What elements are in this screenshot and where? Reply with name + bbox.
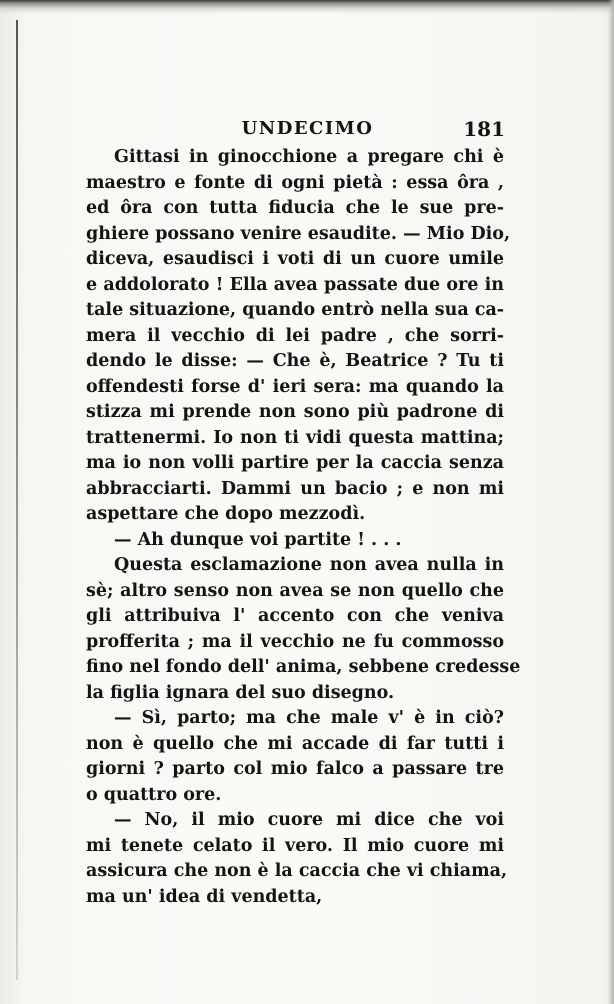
page-number: 181 bbox=[463, 117, 505, 141]
text-line: diceva, esaudisci i voti di un cuore umile bbox=[86, 249, 504, 269]
running-head: UNDECIMO bbox=[241, 118, 374, 139]
page-binding-edge bbox=[16, 20, 18, 980]
text-line: ghiere possano venire esaudite. — Mio Dio, bbox=[86, 223, 511, 244]
text-line: e addolorato ! Ella avea passate due ore in bbox=[86, 274, 504, 295]
text-line: — No, il mio cuore mi dice che voi bbox=[114, 810, 504, 830]
text-line: ed ôra con tutta fiducia che le sue pre- bbox=[86, 198, 504, 218]
text-line: offendesti forse d' ieri sera: ma quando la bbox=[86, 376, 504, 397]
body-text bbox=[86, 145, 521, 910]
text-line: non è quello che mi accade di far tutti i bbox=[86, 733, 504, 754]
text-line: sè; altro senso non avea se non quello che bbox=[86, 580, 504, 601]
text-line: o quattro ore. bbox=[86, 784, 222, 805]
page-header bbox=[110, 116, 505, 146]
text-line: — Ah dunque voi partite ! . . . bbox=[114, 529, 402, 550]
text-line: maestro e fonte di ogni pietà : essa ôra , bbox=[86, 172, 504, 193]
text-line: fino nel fondo dell' anima, sebbene credesse bbox=[86, 657, 521, 677]
text-line: profferita ; ma il vecchio ne fu commosso bbox=[86, 631, 504, 652]
text-line: trattenermi. Io non ti vidi questa mattina; bbox=[86, 427, 504, 448]
page-top-edge bbox=[0, 0, 614, 14]
text-line: Gittasi in ginocchione a pregare chi è bbox=[114, 147, 504, 167]
text-line: aspettare che dopo mezzodì. bbox=[86, 504, 366, 524]
text-line: assicura che non è la caccia che vi chiama, bbox=[86, 861, 508, 881]
text-line: gli attribuiva l' accento con che veniva bbox=[86, 606, 504, 626]
page-right-edge bbox=[608, 0, 614, 1004]
text-line: ma io non volli partire per la caccia senza bbox=[86, 453, 504, 473]
text-line: tale situazione, quando entrò nella sua ca- bbox=[86, 300, 505, 320]
text-line: mera il vecchio di lei padre , che sorri- bbox=[86, 325, 504, 346]
text-line: Questa esclamazione non avea nulla in bbox=[114, 555, 504, 575]
text-line: abbracciarti. Dammi un bacio ; e non mi bbox=[86, 478, 504, 499]
text-line: — Sì, parto; ma che male v' è in ciò? bbox=[114, 708, 504, 728]
text-line: la figlia ignara del suo disegno. bbox=[86, 682, 395, 703]
text-line: stizza mi prende non sono più padrone di bbox=[86, 402, 504, 422]
text-line: ma un' idea di vendetta, bbox=[86, 886, 323, 907]
text-line: dendo le disse: — Che è, Beatrice ? Tu ti bbox=[86, 351, 504, 371]
text-line: mi tenete celato il vero. Il mio cuore mi bbox=[86, 835, 504, 856]
text-line: giorni ? parto col mio falco a passare tre bbox=[86, 759, 504, 779]
